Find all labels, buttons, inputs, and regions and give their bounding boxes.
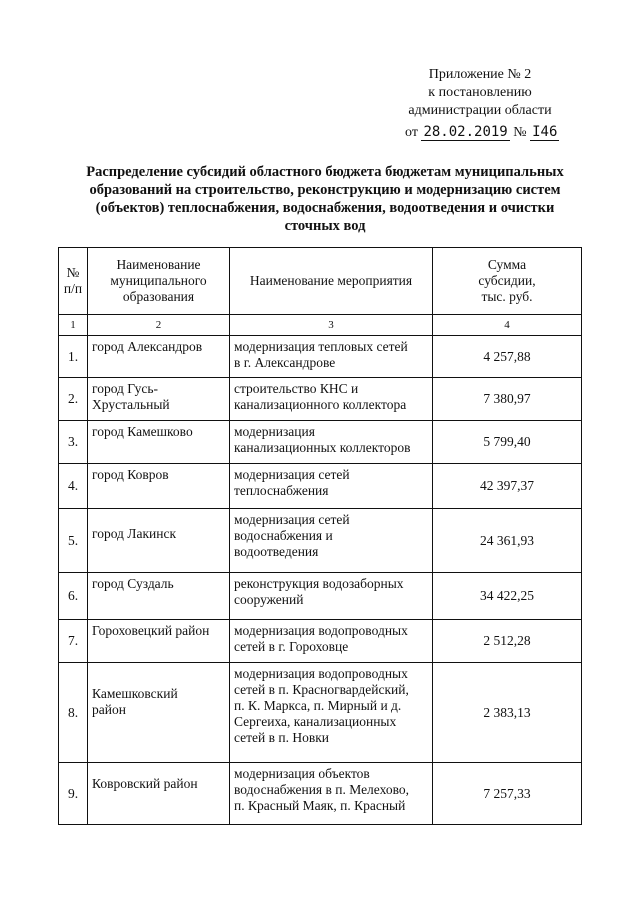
- measure-line: теплоснабжения: [234, 483, 329, 498]
- table-row: [59, 336, 582, 378]
- table-row: [59, 763, 582, 825]
- header-municipality-line: образования: [122, 289, 195, 304]
- municipality-line: город Гусь-: [92, 381, 158, 396]
- amount-value: 34 422,25: [480, 588, 534, 603]
- amount-value: 2 383,13: [483, 704, 531, 720]
- municipality-cell: [88, 763, 230, 825]
- header-amount-line: субсидии,: [478, 273, 536, 288]
- measure-line: модернизация сетей: [234, 467, 350, 482]
- municipality-cell: [88, 421, 230, 464]
- measure-line: водоснабжения и: [234, 528, 333, 543]
- table-header-row: [59, 248, 582, 315]
- table-row: [59, 509, 582, 573]
- measure-cell: [230, 336, 433, 378]
- row-number: 4.: [59, 464, 88, 509]
- municipality-cell: [88, 573, 230, 620]
- measure-cell: [230, 421, 433, 464]
- title-line: (объектов) теплоснабжения, водоснабжения, водоотведения и очистки: [95, 200, 555, 216]
- amount-value: 5 799,40: [483, 434, 531, 449]
- row-number: 8.: [59, 663, 88, 763]
- header-municipality-line: муниципального: [110, 273, 207, 288]
- amount-value: 42 397,37: [480, 478, 534, 493]
- measure-line: сетей в п. Красногвардейский,: [234, 682, 409, 697]
- measure-cell: [230, 509, 433, 573]
- row-number: 6.: [59, 573, 88, 620]
- municipality-line: город Александров: [92, 339, 203, 354]
- subsidy-table: [58, 247, 582, 825]
- row-number: 2.: [59, 378, 88, 421]
- measure-line: модернизация водопроводных: [234, 623, 408, 638]
- row-number: 1.: [59, 336, 88, 378]
- measure-line: сетей в г. Гороховце: [234, 639, 349, 654]
- appendix-title: Приложение № 2: [428, 67, 532, 82]
- row-number: 5.: [59, 509, 88, 573]
- amount-value: 4 257,88: [483, 348, 531, 364]
- municipality-line: город Лакинск: [92, 526, 177, 541]
- municipality-line: Камешковский: [92, 686, 178, 701]
- measure-line: сетей в п. Новки: [234, 730, 330, 745]
- measure-cell: [230, 464, 433, 509]
- table-row: [59, 421, 582, 464]
- municipality-cell: [88, 663, 230, 763]
- date-prefix: от: [405, 125, 418, 140]
- measure-line: реконструкция водозаборных: [234, 576, 404, 591]
- row-number: 3.: [59, 421, 88, 464]
- municipality-cell: [88, 464, 230, 509]
- header-amount: [433, 248, 582, 315]
- column-number: 3: [230, 315, 433, 336]
- amount-cell: [433, 378, 582, 421]
- header-num-line: №: [66, 265, 80, 280]
- measure-line: сооружений: [234, 592, 304, 607]
- header-num: [59, 248, 88, 315]
- measure-line: модернизация тепловых сетей: [234, 339, 408, 354]
- column-number: 2: [88, 315, 230, 336]
- decree-date-number: [405, 124, 559, 141]
- header-num-line: п/п: [63, 281, 83, 296]
- header-amount-line: Сумма: [487, 257, 527, 272]
- table-row: [59, 663, 582, 763]
- table-row: [59, 573, 582, 620]
- municipality-line: Ковровский район: [92, 776, 198, 791]
- appendix-block: [395, 66, 565, 120]
- measure-cell: [230, 378, 433, 421]
- measure-line: водоотведения: [234, 544, 319, 559]
- title-line: образований на строительство, реконструкцию и модернизацию систем: [89, 182, 561, 198]
- decree-number: I46: [532, 124, 558, 140]
- measure-line: п. Красный Маяк, п. Красный: [234, 798, 406, 813]
- measure-line: в г. Александрове: [234, 355, 336, 370]
- measure-line: п. К. Маркса, п. Мирный и д.: [234, 698, 402, 713]
- amount-cell: [433, 336, 582, 378]
- amount-cell: [433, 763, 582, 825]
- measure-line: модернизация объектов: [234, 766, 370, 781]
- municipality-line: город Суздаль: [92, 576, 174, 591]
- appendix-reference: к постановлению: [428, 85, 532, 100]
- title-line: сточных вод: [284, 218, 366, 234]
- appendix-authority: администрации области: [408, 103, 552, 118]
- measure-line: модернизация водопроводных: [234, 666, 408, 681]
- amount-value: 2 512,28: [483, 633, 531, 648]
- municipality-line: город Камешково: [92, 424, 193, 439]
- measure-cell: [230, 663, 433, 763]
- header-municipality-line: Наименование: [116, 257, 201, 272]
- row-number: 7.: [59, 620, 88, 663]
- amount-cell: [433, 663, 582, 763]
- amount-cell: [433, 573, 582, 620]
- header-amount-line: тыс. руб.: [481, 289, 533, 304]
- table-row: [59, 378, 582, 421]
- number-prefix: №: [513, 125, 527, 140]
- decree-date: 28.02.2019: [423, 124, 508, 140]
- municipality-cell: [88, 509, 230, 573]
- measure-cell: [230, 573, 433, 620]
- measure-cell: [230, 763, 433, 825]
- municipality-cell: [88, 378, 230, 421]
- amount-value: 7 257,33: [483, 785, 531, 801]
- municipality-line: район: [92, 702, 126, 717]
- table-row: [59, 464, 582, 509]
- column-number-row: [59, 315, 582, 336]
- amount-cell: [433, 509, 582, 573]
- measure-line: строительство КНС и: [234, 381, 359, 396]
- municipality-line: город Ковров: [92, 467, 169, 482]
- measure-cell: [230, 620, 433, 663]
- header-measure: Наименование мероприятия: [230, 248, 433, 315]
- amount-cell: [433, 620, 582, 663]
- header-municipality: [88, 248, 230, 315]
- row-number: 9.: [59, 763, 88, 825]
- column-number: 1: [59, 315, 88, 336]
- column-number: 4: [433, 315, 582, 336]
- measure-line: канализационного коллектора: [234, 397, 407, 412]
- measure-line: водоснабжения в п. Мелехово,: [234, 782, 409, 797]
- table-row: [59, 620, 582, 663]
- measure-line: канализационных коллекторов: [234, 440, 411, 455]
- measure-line: Сергеиха, канализационных: [234, 714, 397, 729]
- amount-value: 24 361,93: [480, 532, 534, 548]
- measure-line: модернизация: [234, 424, 315, 439]
- municipality-line: Гороховецкий район: [92, 623, 210, 638]
- document-title: [80, 163, 570, 235]
- amount-cell: [433, 421, 582, 464]
- measure-line: модернизация сетей: [234, 512, 350, 527]
- municipality-cell: [88, 620, 230, 663]
- municipality-line: Хрустальный: [92, 397, 170, 412]
- title-line: Распределение субсидий областного бюджета бюджетам муниципальных: [86, 164, 564, 180]
- amount-value: 7 380,97: [483, 391, 531, 406]
- amount-cell: [433, 464, 582, 509]
- municipality-cell: [88, 336, 230, 378]
